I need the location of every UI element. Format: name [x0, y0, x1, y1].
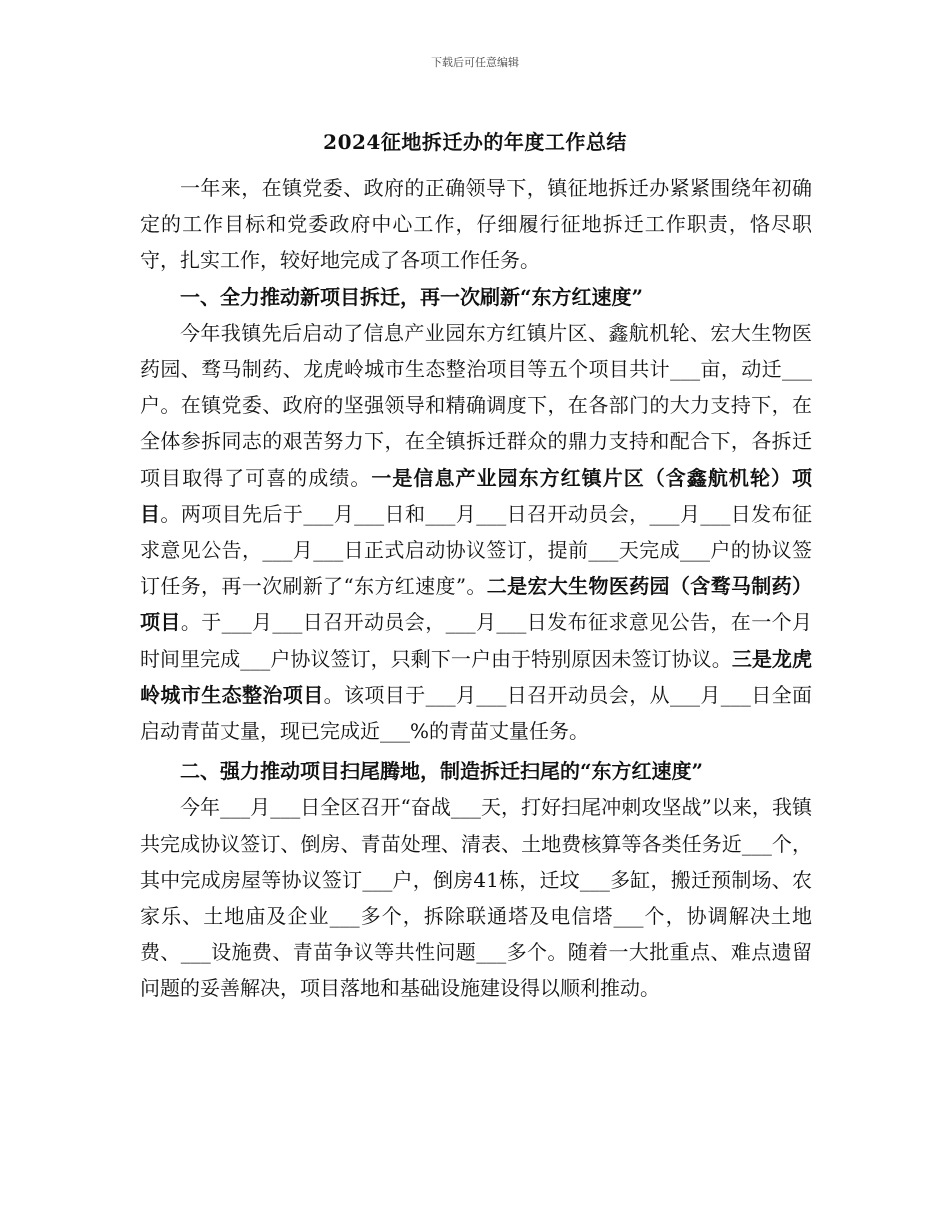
header-note: 下载后可任意编辑 — [431, 56, 519, 69]
section-1-text-a: 今年我镇先后启动了信息产业园东方红镇片区、鑫航机轮、宏大生物医药园、骛马制药、龙虎岭城市生态整治项目等五个项目共计___亩，动迁___户。在镇党委、政府的坚强领导和精确调度下，在各部门的大力支持下，在全体参拆同志的艰苦努力下，在全镇拆迁群众的鼎力支持和配合下，各拆迁项目取得了可喜的成绩。 — [140, 320, 812, 490]
project-2-text: 。于___月___日召开动员会，___月___日发布征求意见公告，在一个月时间里完成___户协议签订，只剩下一户由于特别原因未签订协议。 — [140, 610, 813, 671]
section-2-heading: 二、强力推动项目扫尾腾地，制造拆迁扫尾的“东方红速度” — [180, 759, 704, 784]
project-1-text: 。两项目先后于___月___日和___月___日召开动员会，___月___日发布征求意见公告，___月___日正式启动协议签订，提前___天完成___户的协议签订任务，再一次刷新了“东方红速度”。 — [140, 501, 813, 599]
project-2-label: 二是宏大生物医药园（含骛马制药）项目 — [140, 574, 812, 635]
section-1-heading: 一、全力推动新项目拆迁，再一次刷新“东方红速度” — [180, 284, 644, 309]
project-1-label: 一是信息产业园东方红镇片区（含鑫航机轮）项目 — [140, 465, 813, 526]
intro-paragraph: 一年来，在镇党委、政府的正确领导下，镇征地拆迁办紧紧围绕年初确定的工作目标和党委政府中心工作，仔细履行征地拆迁工作职责，恪尽职守，扎实工作，较好地完成了各项工作任务。 — [140, 176, 812, 273]
section-1-paragraph — [140, 315, 812, 749]
document-body — [140, 170, 812, 1007]
project-3-label: 三是龙虎岭城市生态整治项目 — [140, 646, 812, 707]
document-title: 2024征地拆迁办的年度工作总结 — [323, 130, 627, 154]
project-3-text: 。该项目于___月___日召开动员会，从___月___日全面启动青苗丈量，现已完成近___%的青苗丈量任务。 — [140, 682, 813, 744]
section-2-paragraph: 今年___月___日全区召开“奋战___天，打好扫尾冲刺攻坚战”以来，我镇共完成协议签订、倒房、青苗处理、清表、土地费核算等各类任务近___个，其中完成房屋等协议签订___户，倒房41栋，迁坟___多缸，搬迁预制场、农家乐、土地庙及企业___多个，拆除联通塔及电信塔___个，协调解决土地费、___设施费、青苗争议等共性问题___多个。随着一大批重点、难点遗留问题的妥善解决，项目落地和基础设施建设得以顺利推动。 — [140, 795, 812, 1001]
